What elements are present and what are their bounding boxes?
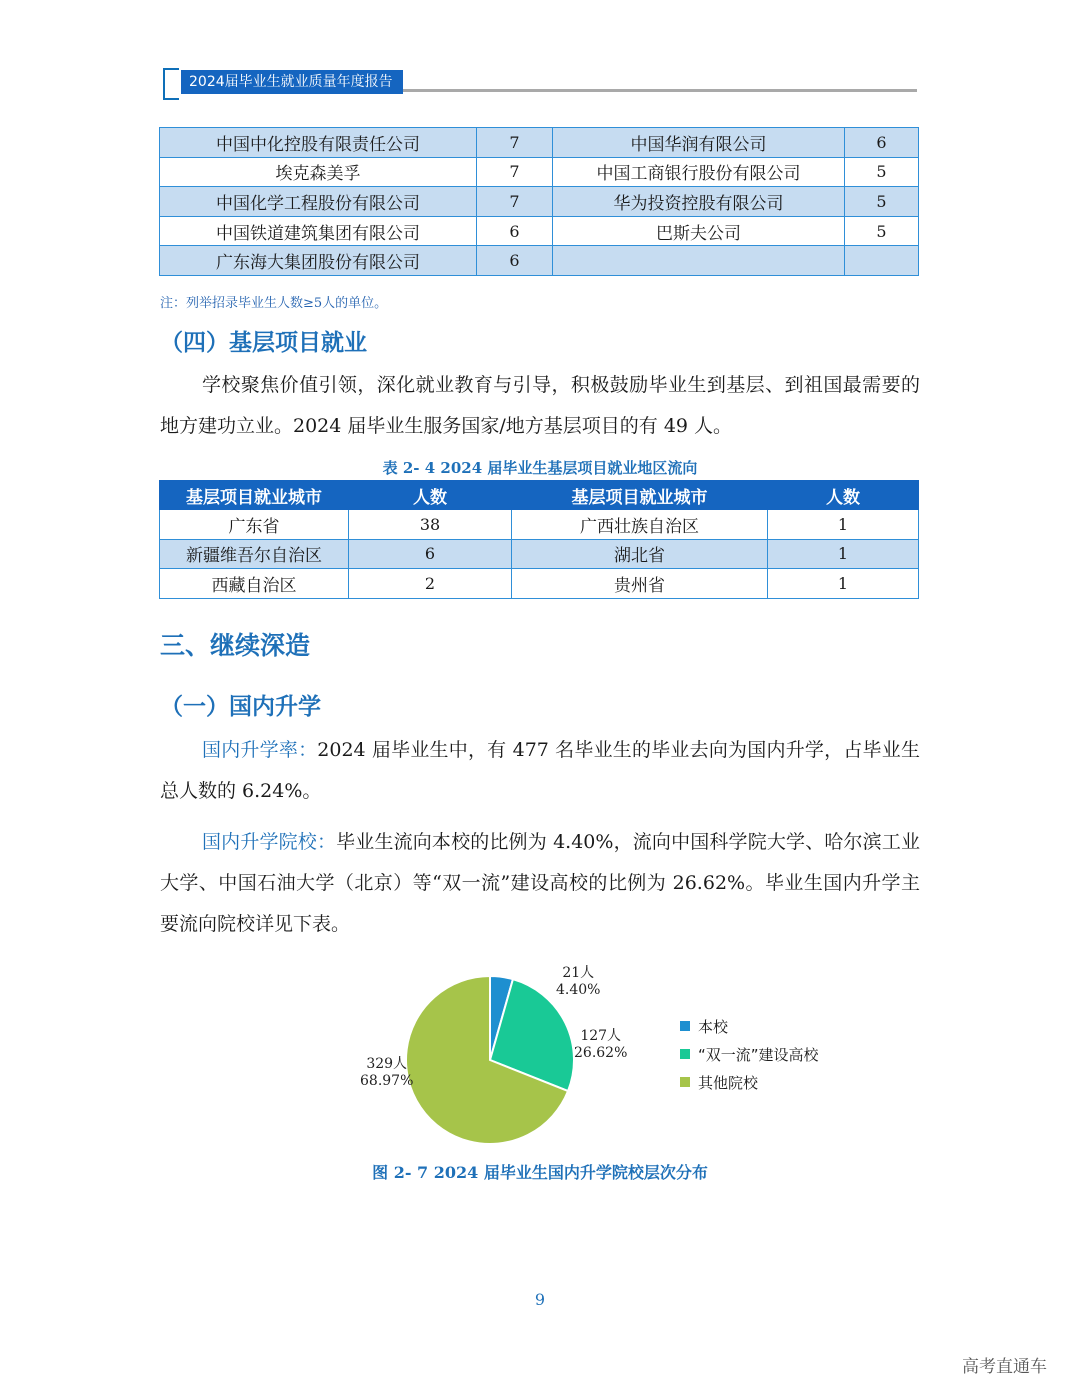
subsection-heading-domestic: （一）国内升学 bbox=[160, 694, 321, 720]
table-cell: 1 bbox=[768, 539, 919, 569]
table-cell bbox=[845, 246, 919, 276]
table-row bbox=[160, 246, 919, 276]
table-cell: 广东省 bbox=[160, 510, 349, 540]
slice-pct-label: 68.97% bbox=[360, 1073, 414, 1089]
paragraph-lead: 国内升学率： bbox=[202, 739, 318, 761]
table-cell bbox=[553, 246, 845, 276]
header-title: 2024届毕业生就业质量年度报告 bbox=[181, 70, 403, 94]
table-cell: 中国工商银行股份有限公司 bbox=[553, 157, 845, 187]
table-header: 人数 bbox=[349, 481, 512, 510]
table-row bbox=[160, 510, 919, 540]
slice-count-label: 329人 bbox=[366, 1056, 408, 1072]
paragraph-text: 毕业生流向本校的比例为 4.40%，流向中国科学院大学、哈尔滨工业大学、中国石油大学（北京）等“双一流”建设高校的比例为 26.62%。毕业生国内升学主要流向院校详见下表。 bbox=[160, 831, 920, 935]
paragraph-text: 2024 届毕业生中，有 477 名毕业生的毕业去向为国内升学，占毕业生总人数的 6.24%。 bbox=[160, 739, 920, 802]
paragraph-lead: 国内升学院校： bbox=[202, 831, 337, 853]
table-cell: 5 bbox=[845, 216, 919, 246]
table-header: 基层项目就业城市 bbox=[160, 481, 349, 510]
table-cell: 中国铁道建筑集团有限公司 bbox=[160, 216, 477, 246]
table-note: 注：列举招录毕业生人数≥5人的单位。 bbox=[160, 296, 388, 311]
figure-caption: 图 2- 7 2024 届毕业生国内升学院校层次分布 bbox=[372, 1163, 708, 1182]
table-cell: 7 bbox=[477, 187, 553, 217]
table-cell: 巴斯夫公司 bbox=[553, 216, 845, 246]
table-row bbox=[160, 216, 919, 246]
table-cell: 华为投资控股有限公司 bbox=[553, 187, 845, 217]
legend-item bbox=[680, 1068, 819, 1096]
legend-label: 其他院校 bbox=[698, 1073, 759, 1092]
section-heading-grassroots: （四）基层项目就业 bbox=[160, 330, 367, 356]
page-number: 9 bbox=[534, 1290, 546, 1309]
table-row bbox=[160, 128, 919, 158]
table-cell: 埃克森美孚 bbox=[160, 157, 477, 187]
table-cell: 7 bbox=[477, 157, 553, 187]
legend-item bbox=[680, 1040, 819, 1068]
legend-item bbox=[680, 1012, 819, 1040]
chart-legend bbox=[680, 1012, 819, 1096]
table-cell: 5 bbox=[845, 187, 919, 217]
table-cell: 38 bbox=[349, 510, 512, 540]
slice-pct-label: 26.62% bbox=[574, 1045, 628, 1061]
domestic-rate-paragraph bbox=[160, 730, 920, 812]
table-cell: 7 bbox=[477, 128, 553, 158]
table-row bbox=[160, 539, 919, 569]
table-cell: 6 bbox=[477, 246, 553, 276]
table-cell: 贵州省 bbox=[512, 569, 768, 599]
table-cell: 西藏自治区 bbox=[160, 569, 349, 599]
table-cell: 6 bbox=[477, 216, 553, 246]
table-cell: 1 bbox=[768, 510, 919, 540]
table-cell: 湖北省 bbox=[512, 539, 768, 569]
header-rule bbox=[403, 89, 917, 92]
table-header: 基层项目就业城市 bbox=[512, 481, 768, 510]
table-cell: 6 bbox=[845, 128, 919, 158]
table-cell: 中国化学工程股份有限公司 bbox=[160, 187, 477, 217]
table-row bbox=[160, 569, 919, 599]
legend-swatch bbox=[680, 1077, 690, 1087]
table-cell: 6 bbox=[349, 539, 512, 569]
slice-label-double-first-class bbox=[574, 1028, 627, 1062]
slice-count-label: 127人 bbox=[580, 1028, 622, 1044]
legend-label: “双一流”建设高校 bbox=[698, 1045, 819, 1064]
legend-label: 本校 bbox=[698, 1017, 729, 1036]
table-cell: 1 bbox=[768, 569, 919, 599]
employer-table bbox=[159, 127, 919, 276]
table-cell: 广东海大集团股份有限公司 bbox=[160, 246, 477, 276]
header-bracket bbox=[163, 68, 179, 100]
table-cell: 新疆维吾尔自治区 bbox=[160, 539, 349, 569]
watermark: 高考直通车 bbox=[962, 1357, 1047, 1377]
grassroots-paragraph: 学校聚焦价值引领，深化就业教育与引导，积极鼓励毕业生到基层、到祖国最需要的地方建功立业。2024 届毕业生服务国家/地方基层项目的有 49 人。 bbox=[160, 374, 920, 437]
table-row bbox=[160, 187, 919, 217]
table-cell: 广西壮族自治区 bbox=[512, 510, 768, 540]
table-cell: 2 bbox=[349, 569, 512, 599]
legend-swatch bbox=[680, 1021, 690, 1031]
table-cell: 中国华润有限公司 bbox=[553, 128, 845, 158]
table-header: 人数 bbox=[768, 481, 919, 510]
slice-count-label: 21人 bbox=[562, 965, 595, 981]
table-row bbox=[160, 157, 919, 187]
legend-swatch bbox=[680, 1049, 690, 1059]
slice-pct-label: 4.40% bbox=[556, 982, 601, 998]
grassroots-table-caption: 表 2- 4 2024 届毕业生基层项目就业地区流向 bbox=[382, 459, 698, 477]
grassroots-table bbox=[159, 480, 919, 599]
table-cell: 5 bbox=[845, 157, 919, 187]
slice-label-own-school bbox=[556, 965, 600, 999]
slice-label-other bbox=[360, 1056, 413, 1090]
table-cell: 中国中化控股有限责任公司 bbox=[160, 128, 477, 158]
section-heading-further-study: 三、继续深造 bbox=[160, 631, 311, 660]
domestic-school-paragraph bbox=[160, 822, 920, 945]
